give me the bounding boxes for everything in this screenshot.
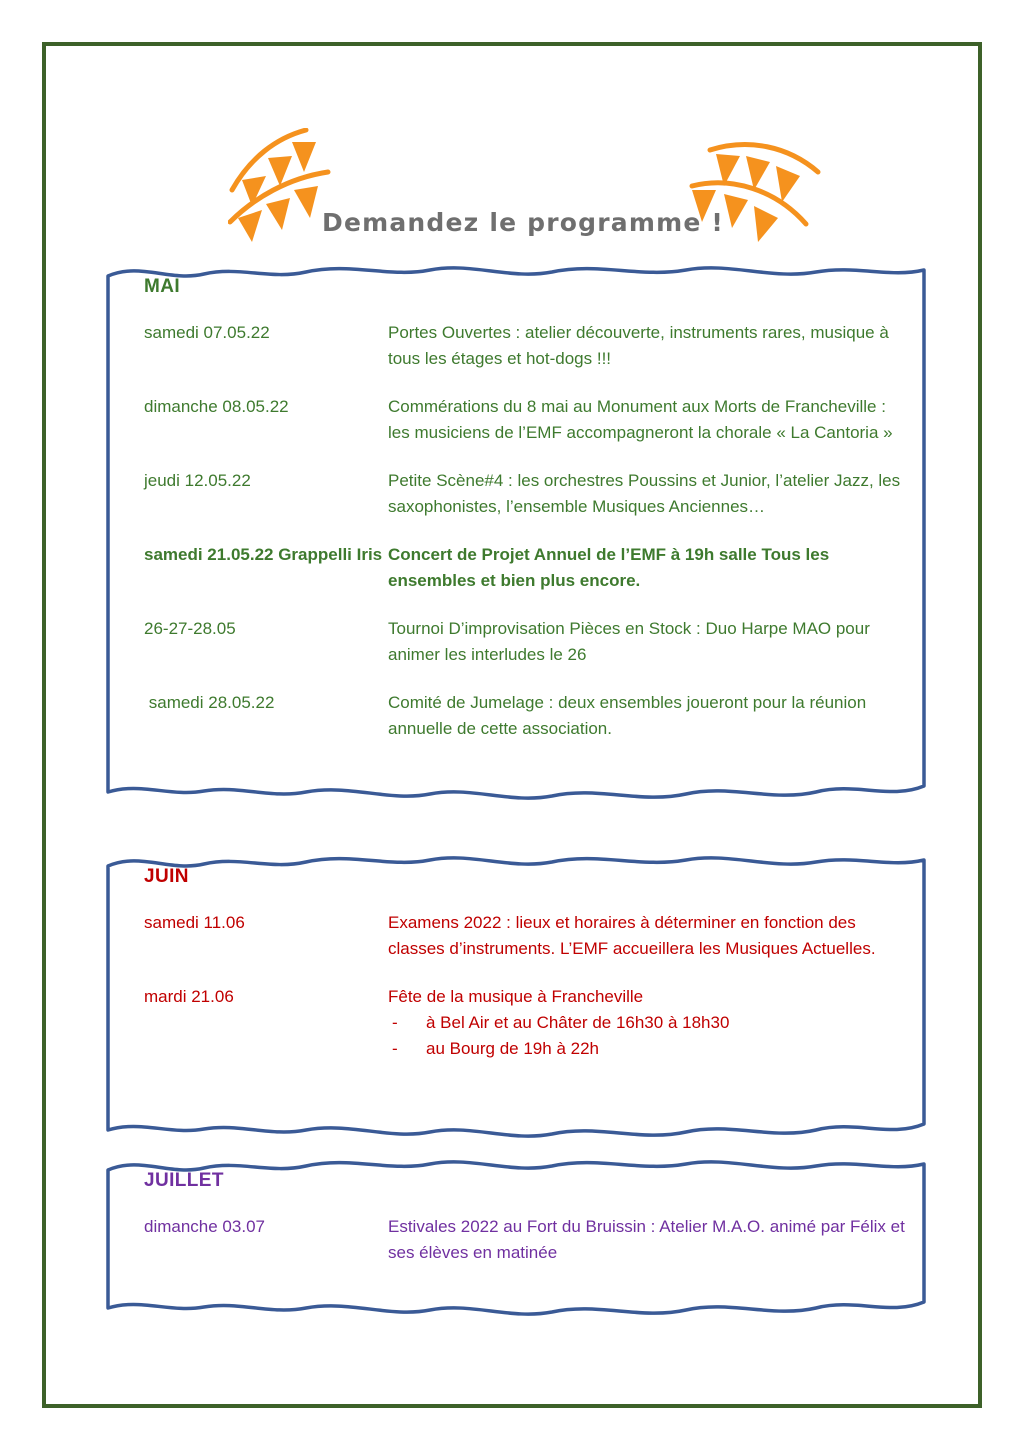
section-heading-mai: MAI xyxy=(144,276,181,297)
section-mai xyxy=(100,258,930,806)
dash-marker: - xyxy=(392,1039,398,1058)
entry-description: Portes Ouvertes : atelier découverte, instruments rares, musique à tous les étages et hot-dogs !!! xyxy=(388,323,889,368)
entry-description: Fête de la musique à Francheville xyxy=(388,987,644,1006)
sub-item xyxy=(388,1036,908,1062)
section-juillet xyxy=(100,1152,930,1322)
entry-description: Commérations du 8 mai au Monument aux Morts de Francheville : les musiciens de l’EMF accompagneront la chorale « La Cantoria » xyxy=(388,397,893,442)
entry-date: samedi 21.05.22 Grappelli Iris xyxy=(144,545,383,564)
sub-item-label: au Bourg de 19h à 22h xyxy=(426,1039,599,1058)
entry-date: dimanche 08.05.22 xyxy=(144,397,289,416)
entry-description: Comité de Jumelage : deux ensembles joueront pour la réunion annuelle de cette association. xyxy=(388,693,867,738)
entry-row xyxy=(144,690,908,742)
entry-description: Concert de Projet Annuel de l’EMF à 19h salle Tous les ensembles et bien plus encore. xyxy=(388,545,830,590)
sub-item-list xyxy=(388,1010,908,1062)
entry-description: Examens 2022 : lieux et horaires à déterminer en fonction des classes d’instruments. L’EMF accueillera les Musiques Actuelles. xyxy=(388,913,876,958)
header-banner xyxy=(0,0,1024,260)
entry-description: Tournoi D’improvisation Pièces en Stock : Duo Harpe MAO pour animer les interludes le 26 xyxy=(388,619,870,664)
entry-row xyxy=(144,910,908,962)
entry-description: Estivales 2022 au Fort du Bruissin : Atelier M.A.O. animé par Félix et ses élèves en matinée xyxy=(388,1217,905,1262)
entry-date: dimanche 03.07 xyxy=(144,1217,265,1236)
page-title: Demandez le programme ! xyxy=(322,208,725,237)
entry-date: 26-27-28.05 xyxy=(144,619,236,638)
entry-row xyxy=(144,984,908,1062)
entry-description: Petite Scène#4 : les orchestres Poussins et Junior, l’atelier Jazz, les saxophonistes, l’ensemble Musiques Anciennes… xyxy=(388,471,901,516)
entry-row xyxy=(144,468,908,520)
section-juin xyxy=(100,848,930,1144)
entry-row xyxy=(144,1214,908,1266)
entry-row xyxy=(144,394,908,446)
entry-date: samedi 11.06 xyxy=(144,913,245,932)
entry-date: samedi 07.05.22 xyxy=(144,323,270,342)
entry-row-highlight xyxy=(144,542,908,594)
entry-row xyxy=(144,320,908,372)
sub-item xyxy=(388,1010,908,1036)
entry-date: jeudi 12.05.22 xyxy=(144,471,251,490)
entry-description-group xyxy=(388,984,908,1062)
entry-date: mardi 21.06 xyxy=(144,987,234,1006)
entry-date: samedi 28.05.22 xyxy=(144,693,275,712)
section-heading-juin: JUIN xyxy=(144,866,189,887)
entry-row xyxy=(144,616,908,668)
section-heading-juillet: JUILLET xyxy=(144,1170,224,1191)
dash-marker: - xyxy=(392,1013,398,1032)
sub-item-label: à Bel Air et au Châter de 16h30 à 18h30 xyxy=(426,1013,730,1032)
